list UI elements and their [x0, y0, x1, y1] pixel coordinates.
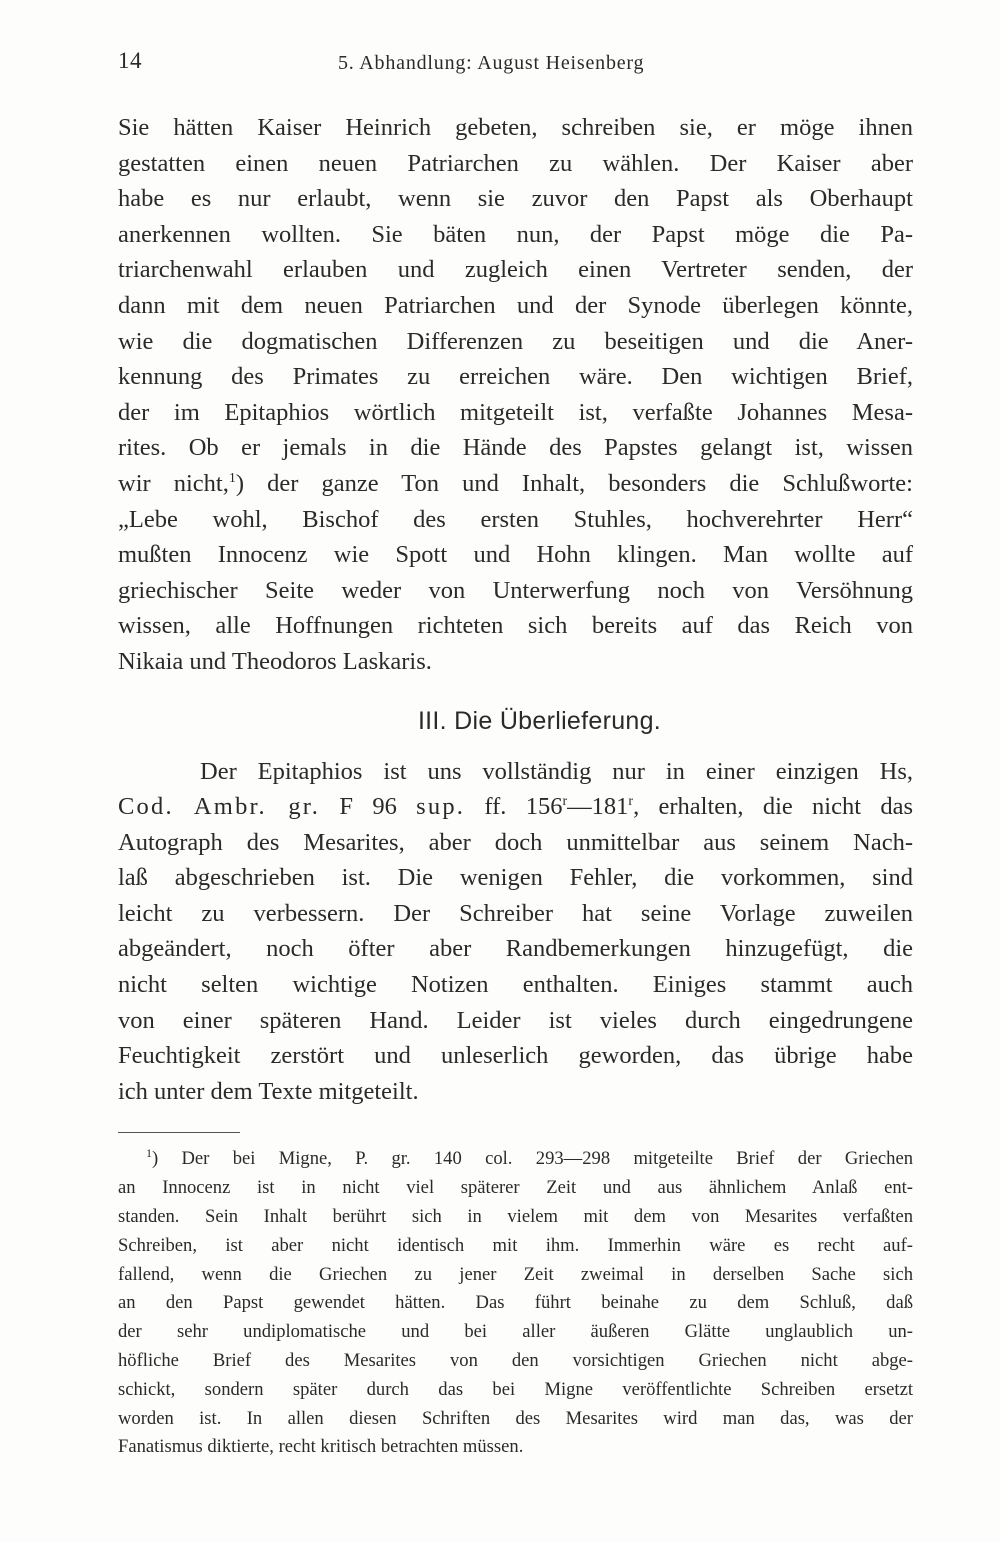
- footnote-line: an Innocenz ist in nicht viel späterer Zeit und aus ähnlichem Anlaß ent-: [118, 1177, 913, 1199]
- running-title: 5. Abhandlung: August Heisenberg: [338, 52, 645, 74]
- text-line: griechischer Seite weder von Unterwerfung noch von Versöhnung: [118, 576, 913, 604]
- text-fragment: wir nicht,: [118, 469, 229, 497]
- manuscript-siglum: Cod. Ambr. gr.: [118, 793, 321, 821]
- text-line: mußten Innocenz wie Spott und Hohn klingen. Man wollte auf: [118, 541, 913, 569]
- footnote-line: [118, 1145, 913, 1174]
- text-line: triarchenwahl erlauben und zugleich einen Vertreter senden, der: [118, 256, 913, 284]
- recto-mark: r: [562, 794, 568, 810]
- text-line: dann mit dem neuen Patriarchen und der Synode überlegen könnte,: [118, 291, 913, 319]
- footnote: [118, 1145, 913, 1462]
- footnote-line: Schreiben, ist aber nicht identisch mit ihm. Immerhin wäre es recht auf-: [118, 1234, 913, 1256]
- footnote-line: worden ist. In allen diesen Schriften des Mesarites wird man das, was der: [118, 1407, 913, 1429]
- text-line: gestatten einen neuen Patriarchen zu wählen. Der Kaiser aber: [118, 149, 913, 177]
- paragraph-1: [118, 110, 913, 680]
- text-line: Der Epitaphios ist uns vollständig nur in einer einzigen Hs,: [200, 757, 913, 785]
- page-number: 14: [118, 48, 142, 73]
- text-line: wissen, alle Hoffnungen richteten sich bereits auf das Reich von: [118, 612, 913, 640]
- text-line: rites. Ob er jemals in die Hände des Papstes gelangt ist, wissen: [118, 434, 913, 462]
- text-line: Sie hätten Kaiser Heinrich gebeten, schreiben sie, er möge ihnen: [118, 114, 913, 141]
- text-line: habe es nur erlaubt, wenn sie zuvor den Papst als Oberhaupt: [118, 185, 913, 213]
- text-line: von einer späteren Hand. Leider ist vieles durch eingedrungene: [118, 1006, 913, 1034]
- manuscript-siglum-suffix: sup.: [416, 793, 466, 821]
- text-line: leicht zu verbessern. Der Schreiber hat seine Vorlage zuweilen: [118, 899, 913, 927]
- footnote-line: höfliche Brief des Mesarites von den vorsichtigen Griechen nicht abge-: [118, 1350, 913, 1372]
- section-heading: III. Die Überlieferung.: [417, 706, 662, 735]
- text-fragment: ) Der bei Migne, P. gr. 140 col. 293—298 mitgeteilte Brief der Griechen: [152, 1148, 913, 1170]
- footnote-line: fallend, wenn die Griechen zu jener Zeit zweimal in derselben Sache sich: [118, 1263, 913, 1285]
- text-line: laß abgeschrieben ist. Die wenigen Fehler, die vorkommen, sind: [118, 864, 913, 892]
- text-fragment: ff. 156: [465, 793, 563, 821]
- footnote-line: schickt, sondern später durch das bei Migne veröffentlichte Schreiben ersetzt: [118, 1378, 913, 1400]
- text-fragment: ) der ganze Ton und Inhalt, besonders die Schlußworte:: [235, 469, 913, 497]
- running-head: [118, 48, 913, 88]
- footnote-line: an den Papst gewendet hätten. Das führt beinahe zu dem Schluß, daß: [118, 1292, 913, 1314]
- text-line: nicht selten wichtige Notizen enthalten. Einiges stammt auch: [118, 971, 913, 999]
- text-line: der im Epitaphios wörtlich mitgeteilt ist, verfaßte Johannes Mesa-: [118, 398, 913, 426]
- text-line: ich unter dem Texte mitgeteilt.: [118, 1077, 419, 1105]
- footnote-line: Fanatismus diktierte, recht kritisch betrachten müssen.: [118, 1436, 524, 1458]
- paragraph-2: [118, 754, 913, 1110]
- footnote-line: der sehr undiplomatische und bei aller äußeren Glätte unglaublich un-: [118, 1321, 913, 1343]
- book-page: [118, 48, 913, 1462]
- text-line: kennung des Primates zu erreichen wäre. Den wichtigen Brief,: [118, 363, 913, 391]
- text-line: abgeändert, noch öfter aber Randbemerkungen hinzugefügt, die: [118, 935, 913, 963]
- text-line: anerkennen wollten. Sie bäten nun, der Papst möge die Pa-: [118, 220, 913, 248]
- text-line-manuscript-reference: [118, 789, 913, 825]
- text-fragment: , erhalten, die nicht das: [633, 793, 913, 821]
- footnote-mark: 1: [146, 1146, 152, 1161]
- footnote-reference[interactable]: 1: [228, 470, 236, 486]
- text-line-with-note: [118, 466, 913, 502]
- text-fragment: F 96: [320, 793, 417, 821]
- footnote-divider: [118, 1132, 240, 1133]
- text-line: Autograph des Mesarites, aber doch unmittelbar aus seinem Nach-: [118, 828, 913, 856]
- text-line: Feuchtigkeit zerstört und unleserlich geworden, das übrige habe: [118, 1042, 913, 1070]
- text-line: „Lebe wohl, Bischof des ersten Stuhles, hochverehrter Herr“: [118, 505, 913, 533]
- text-fragment: —181: [567, 793, 629, 821]
- text-line: Nikaia und Theodoros Laskaris.: [118, 647, 432, 675]
- recto-mark: r: [628, 794, 634, 810]
- text-line: wie die dogmatischen Differenzen zu beseitigen und die Aner-: [118, 327, 913, 355]
- footnote-line: standen. Sein Inhalt berührt sich in vielem mit dem von Mesarites verfaßten: [118, 1206, 913, 1228]
